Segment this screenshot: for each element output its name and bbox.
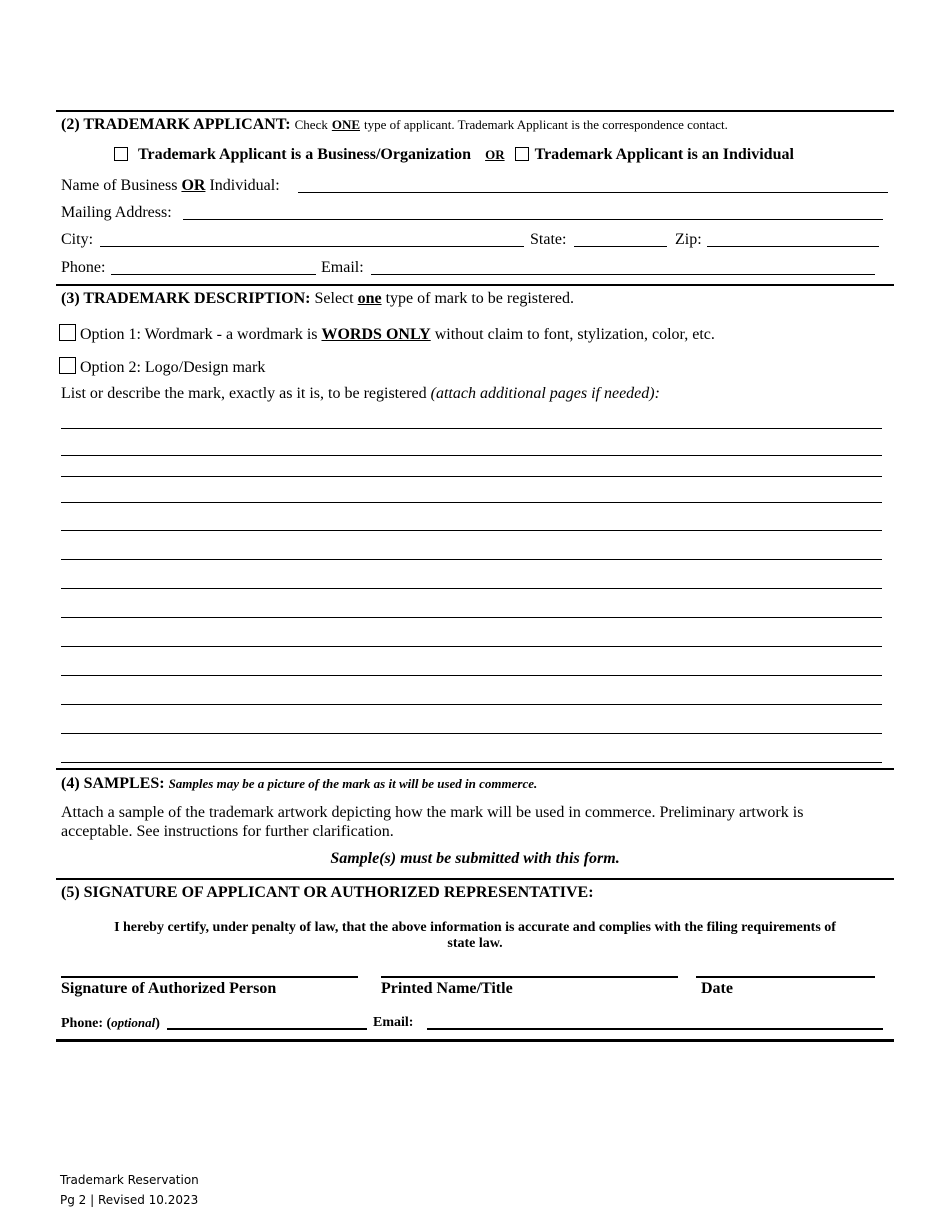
state-label: State: [530, 231, 567, 248]
option2-row: Option 2: Logo/Design mark [59, 357, 265, 377]
phone-field[interactable] [111, 274, 316, 275]
description-line[interactable] [61, 559, 882, 560]
description-line[interactable] [61, 675, 882, 676]
zip-label: Zip: [675, 231, 702, 248]
description-line[interactable] [61, 428, 882, 429]
section3-header: (3) TRADEMARK DESCRIPTION: Select one type of mark to be registered. [61, 290, 574, 307]
samples-body-line1: Attach a sample of the trademark artwork depicting how the mark will be used in commerce. Preliminary artwork is [61, 804, 804, 821]
or-separator: OR [485, 147, 505, 162]
wordmark-checkbox[interactable] [59, 324, 76, 341]
logo-checkbox[interactable] [59, 357, 76, 374]
date-label: Date [701, 980, 733, 997]
name-label: Name of Business OR Individual: [61, 177, 280, 194]
rep-phone-field[interactable] [167, 1028, 367, 1030]
email-field[interactable] [371, 274, 875, 275]
signature-field[interactable] [61, 976, 358, 978]
section-divider [56, 110, 894, 112]
option1-row: Option 1: Wordmark - a wordmark is WORDS ONLY without claim to font, stylization, color, etc. [59, 324, 715, 344]
description-line[interactable] [61, 588, 882, 589]
footer-page-info: Pg 2 | Revised 10.2023 [60, 1193, 199, 1207]
phone-label: Phone: [61, 259, 106, 276]
rep-email-field[interactable] [427, 1028, 883, 1030]
individual-option-label: Trademark Applicant is an Individual [534, 146, 794, 163]
mailing-label: Mailing Address: [61, 204, 172, 221]
section2-instr-pre: Check [294, 117, 328, 132]
section2-header [61, 116, 728, 134]
description-line[interactable] [61, 646, 882, 647]
description-line[interactable] [61, 530, 882, 531]
section2-instr-post: type of applicant. Trademark Applicant is the correspondence contact. [364, 117, 728, 132]
section-divider [56, 284, 894, 286]
rep-email-label: Email: [373, 1015, 414, 1030]
section2-title: (2) TRADEMARK APPLICANT: [61, 116, 291, 133]
signature-label: Signature of Authorized Person [61, 980, 277, 997]
zip-field[interactable] [707, 246, 879, 247]
email-label: Email: [321, 259, 364, 276]
section4-title: (4) SAMPLES: [61, 775, 165, 792]
section4-note: Samples may be a picture of the mark as it will be used in commerce. [168, 776, 538, 791]
description-line[interactable] [61, 476, 882, 477]
section-divider [56, 1039, 894, 1042]
business-option-label: Trademark Applicant is a Business/Organization [138, 146, 472, 163]
section2-instr-one: ONE [331, 117, 361, 132]
city-label: City: [61, 231, 94, 248]
description-line[interactable] [61, 502, 882, 503]
date-field[interactable] [696, 976, 875, 978]
state-field[interactable] [574, 246, 667, 247]
description-line[interactable] [61, 455, 882, 456]
certify-line2: state law. [447, 936, 503, 951]
section3-title: (3) TRADEMARK DESCRIPTION: [61, 290, 311, 307]
applicant-type-row [114, 146, 794, 164]
name-field[interactable] [298, 192, 888, 193]
city-field[interactable] [100, 246, 524, 247]
description-line[interactable] [61, 704, 882, 705]
rep-phone-label: Phone: (optional) [61, 1015, 160, 1031]
printed-name-label: Printed Name/Title [381, 980, 513, 997]
section-divider [56, 878, 894, 880]
description-line[interactable] [61, 762, 882, 763]
mailing-address-field[interactable] [183, 219, 883, 220]
samples-required: Sample(s) must be submitted with this form. [330, 850, 620, 867]
printed-name-field[interactable] [381, 976, 678, 978]
description-line[interactable] [61, 733, 882, 734]
certify-line1: I hereby certify, under penalty of law, that the above information is accurate and complies with the filing requirements of [114, 920, 836, 935]
section-divider [56, 768, 894, 770]
individual-checkbox[interactable] [515, 147, 529, 161]
section4-header [61, 775, 537, 793]
description-line[interactable] [61, 617, 882, 618]
list-label: List or describe the mark, exactly as it is, to be registered (attach additional pages if needed): [61, 385, 660, 402]
business-checkbox[interactable] [114, 147, 128, 161]
samples-body-line2: acceptable. See instructions for further clarification. [61, 823, 394, 840]
section5-title: (5) SIGNATURE OF APPLICANT OR AUTHORIZED REPRESENTATIVE: [61, 884, 594, 901]
footer-title: Trademark Reservation [60, 1173, 199, 1187]
